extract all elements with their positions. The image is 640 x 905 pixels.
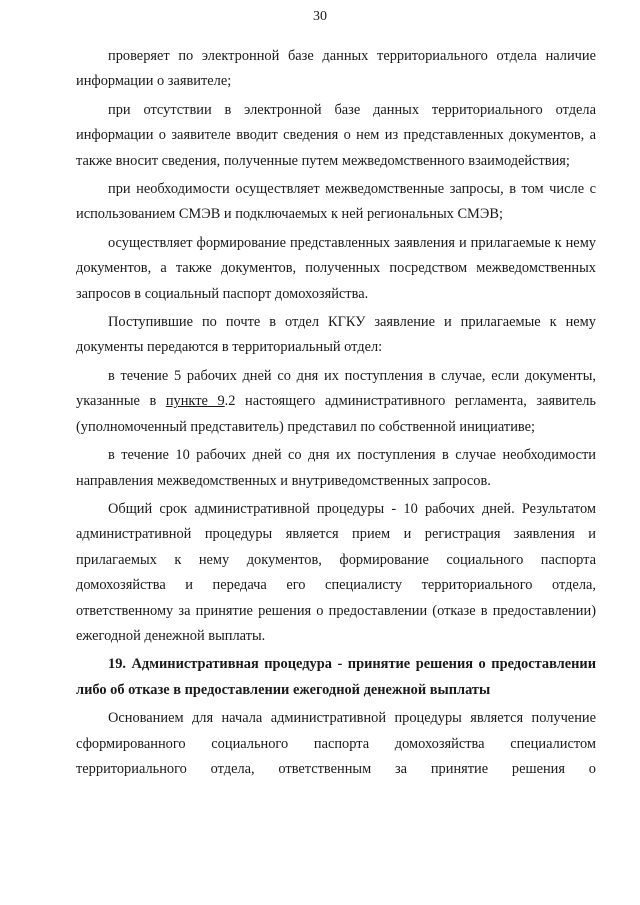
page-number: 30 (313, 9, 327, 24)
paragraph-ten-days: в течение 10 рабочих дней со дня их поступления в случае необходимости направления межведомственных и внутриведомственных запросов. (76, 447, 596, 489)
paragraph-five-days-text-2: .2 настоящего административного регламента, заявитель (уполномоченный представитель) представил по собственной инициативе; (76, 393, 596, 435)
paragraph-enter-info: при отсутствии в электронной базе данных территориального отдела информации о заявителе вводит сведения о нем из представленных документов, а также вносит сведения, полученные путем межведомственного взаимодействия; (76, 101, 596, 169)
document-body (76, 44, 596, 782)
paragraph-interagency-requests: при необходимости осуществляет межведомственные запросы, в том числе с использованием СМЭВ и подключаемых к ней региональных СМЭВ; (76, 181, 596, 223)
paragraph-check-database: проверяет по электронной базе данных территориального отдела наличие информации о заявителе; (76, 48, 596, 90)
paragraph-mail-documents: Поступившие по почте в отдел КГКУ заявление и прилагаемые к нему документы передаются в территориальный отдел: (76, 314, 596, 356)
paragraph-procedure-basis: Основанием для начала административной процедуры является получение сформированного социального паспорта домохозяйства специалистом территориального отдела, ответственным за принятие решения о (76, 710, 596, 777)
section-heading-19: 19. Административная процедура - принятие решения о предоставлении либо об отказе в предоставлении ежегодной денежной выплаты (76, 656, 596, 698)
paragraph-total-term: Общий срок административной процедуры - 10 рабочих дней. Результатом административной процедуры является прием и регистрация заявления и прилагаемых к нему документов, формирование социального паспорта домохозяйства и передача его специалисту территориального отдела, ответственному за принятие решения о предоставлении (отказе в предоставлении) ежегодной денежной выплаты. (76, 500, 596, 644)
paragraph-form-passport: осуществляет формирование представленных заявления и прилагаемые к нему документов, а также документов, полученных посредством межведомственных запросов в социальный паспорт домохозяйства. (76, 234, 596, 302)
paragraph-five-days (76, 364, 596, 440)
paragraph-five-days-text-1: в течение 5 рабочих дней со дня их поступления в случае, если документы, указанные в (76, 367, 596, 410)
clause-9-link[interactable]: пункте 9 (165, 393, 225, 410)
